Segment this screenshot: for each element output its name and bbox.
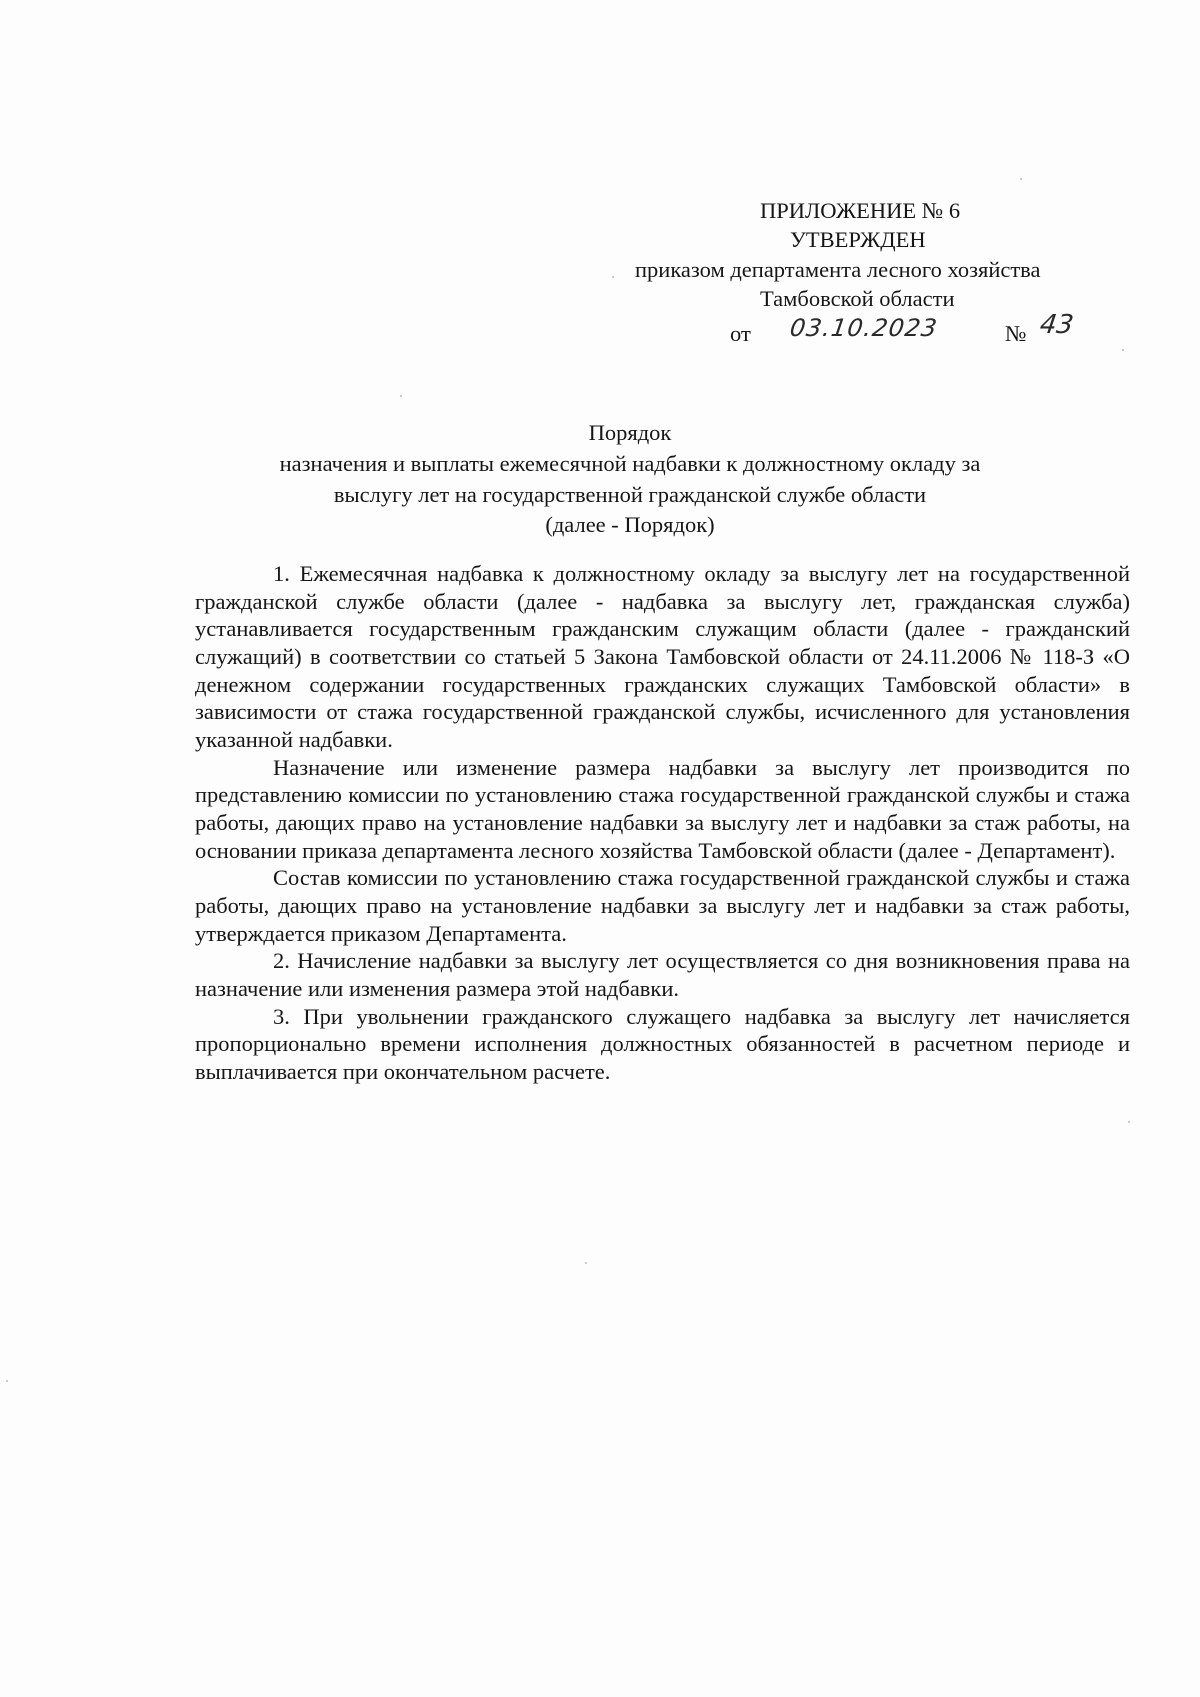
scan-speck — [1128, 1121, 1130, 1123]
scan-speck — [585, 1262, 587, 1264]
title-short-name: (далее - Порядок) — [545, 512, 715, 538]
paragraph: 1. Ежемесячная надбавка к должностному окладу за выслугу лет на государственной гражданской службе области (далее - надбавка за выслугу лет, гражданская служба) устанавливается государственным гражданским служащим области (далее - гражданский служащий) в соответствии со статьей 5 Закона Тамбовской области от 24.11.2006 № 118-З «О денежном содержании государственных гражданских служащих Тамбовской области» в зависимости от стажа государственной гражданской службы, исчисленного для установления указанной надбавки. — [195, 561, 1130, 753]
document-body — [195, 560, 1130, 1086]
approved-by-line: приказом департамента лесного хозяйства — [635, 256, 1041, 282]
scan-speck — [1122, 349, 1124, 351]
from-label: от — [730, 321, 751, 346]
approved-label: УТВЕРЖДЕН — [790, 227, 926, 253]
handwritten-order-number: 43 — [1038, 310, 1076, 340]
scan-speck — [6, 1380, 8, 1382]
scan-speck — [1020, 178, 1022, 180]
appendix-heading: ПРИЛОЖЕНИЕ № 6 — [760, 198, 961, 223]
document-title — [195, 418, 1065, 541]
paragraph: 2. Начисление надбавки за выслугу лет осуществляется со дня возникновения права на назначение или изменения размера этой надбавки. — [195, 948, 1130, 1002]
paragraph: Назначение или изменение размера надбавки за выслугу лет производится по представлению комиссии по установлению стажа государственной гражданской службы и стажа работы, дающих право на установление надбавки за выслугу лет и надбавки за стаж работы, на основании приказа департамента лесного хозяйства Тамбовской области (далее - Департамент). — [195, 754, 1130, 863]
approval-block — [620, 196, 1140, 349]
order-reference — [620, 310, 1140, 349]
title-subtitle-line: выслугу лет на государственной гражданской службе области — [333, 481, 927, 507]
paragraph: 3. При увольнении гражданского служащего надбавка за выслугу лет начисляется пропорционально времени исполнения должностных обязанностей в расчетном периоде и выплачивается при окончательном расчете. — [195, 1003, 1130, 1085]
approved-by-region: Тамбовской области — [760, 285, 955, 311]
scan-speck — [400, 395, 402, 397]
scan-speck — [612, 276, 614, 278]
title-subtitle-line: назначения и выплаты ежемесячной надбавки к должностному окладу за — [279, 450, 981, 476]
number-label: № — [1005, 321, 1027, 346]
handwritten-order-date: 03.10.2023 — [788, 314, 940, 342]
paragraph: Состав комиссии по установлению стажа государственной гражданской службы и стажа работы, дающих право на установление надбавки за выслугу лет и надбавки за стаж работы, утверждается приказом Департамента. — [195, 865, 1130, 946]
title-heading: Порядок — [588, 420, 672, 445]
